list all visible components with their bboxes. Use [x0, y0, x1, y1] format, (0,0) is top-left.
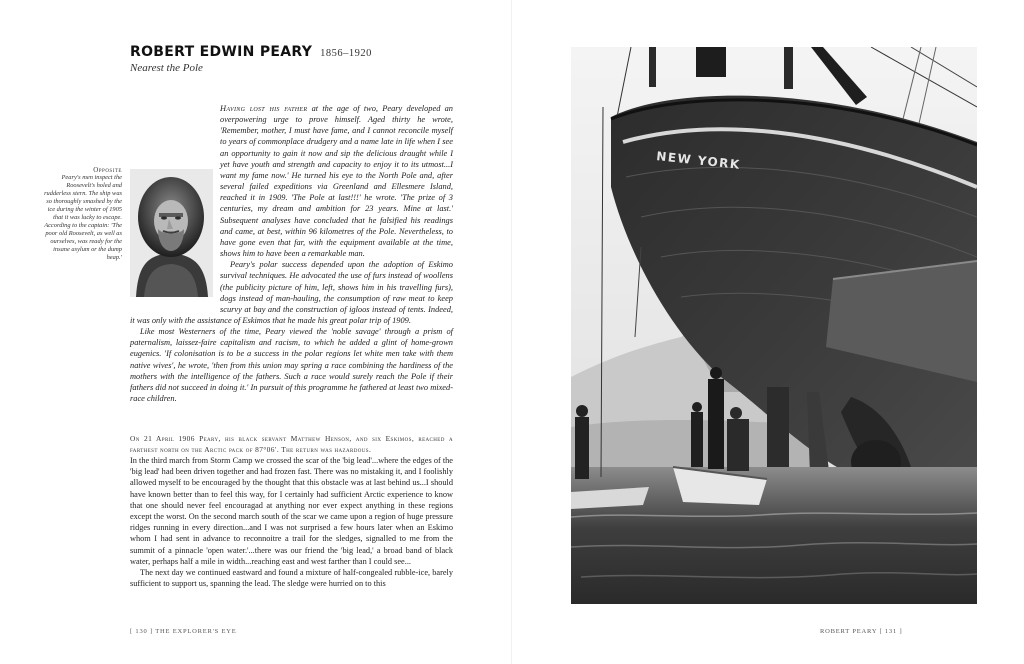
intro-text — [130, 103, 453, 404]
hull-lettering: NEW YORK — [655, 149, 742, 172]
intro-paragraph-1 — [130, 103, 453, 259]
caption-text: Peary's men inspect the Roosevelt's holed and rudderless stern. The ship was so thoroughly smashed by the ice during the winter of 1905 that it was lucky to escape. According to the captain: 'The poor old Roosevelt, as well as ourselves, was ready for the insane asylum or the dump heap.' — [44, 174, 122, 261]
photo-caption — [42, 166, 122, 262]
folio-right: ROBERT PEARY [ 131 ] — [820, 628, 903, 635]
excerpt-heading: On 21 April 1906 Peary, his black servant Matthew Henson, and six Eskimos, reached a farthest north on the Arctic pack of 87°06′. The return was hazardous. — [130, 434, 453, 454]
title-name: ROBERT EDWIN PEARY — [130, 44, 313, 60]
title-dates: 1856–1920 — [320, 48, 372, 59]
excerpt-paragraph-2: The next day we continued eastward and found a mixture of half-congealed rubble-ice, barely sufficient to support us, spanning the lead. The sledge were hurried on to this — [130, 568, 453, 589]
page-gutter — [511, 0, 512, 664]
excerpt-paragraph-1: In the third march from Storm Camp we crossed the scar of the 'big lead'...where the edges of the 'big lead' had been driven together and had frozen fast. There was no mistaking it, and I foolishly allowed myself to be encouraged by the thought that this obstacle was at last behind us...I should have known better than to feel this way, for I certainly had sufficient Arctic experience to know that one should never feel encouragad at anything nor ever expect anything in these regions except the worst. On the second march south of the scar we came upon a region of huge pressure ridges running in every direction...and I was not surprised a few hours later when an Eskimo whom I had sent in advance to reconnoitre a trail for the sledges, signalled to me from the summit of a pinnacle 'open water.'...there was our friend the 'big lead,' a broad band of black water, perhaps half a mile in width...reaching east and west farther than I could see... — [130, 456, 453, 566]
ship-stern-photo — [571, 47, 977, 604]
page-title — [130, 43, 372, 61]
intro-lead: Having lost his father — [220, 104, 308, 113]
caption-label: Opposite — [93, 166, 122, 174]
page-subtitle: Nearest the Pole — [130, 62, 203, 74]
intro-paragraph-2: Peary's polar success depended upon the adoption of Eskimo survival techniques. He advocated the use of furs instead of woollens (the publicity picture of him, left, shows him in his travelling furs), dogs instead of man-hauling, the consumption of raw meat to keep scurvy at bay and the construction of igloos instead of tents. Indeed, it was only with the assistance of Eskimos that he made his great polar trip of 1909. — [130, 260, 453, 325]
intro-paragraph-3: Like most Westerners of the time, Peary viewed the 'noble savage' through a prism of paternalism, laissez-faire capitalism and racism, to which he added a glint of home-grown eugenics. 'If colonisation is to be a success in the polar regions let white men take with them native wives', he wrote, 'then from this union may spring a race combining the hardiness of the mothers with the intelligence of the fathers. Such a race would surely reach the Pole if their fathers did not succeed in doing it.' In pursuit of this programme he fathered at least two mixed-race children. — [130, 327, 453, 404]
excerpt-body — [130, 455, 453, 589]
intro-p1-text: at the age of two, Peary developed an overpowering urge to prove himself. Aged thirty he wrote, 'Remember, mother, I must have fame, and I cannot reconcile myself to years of commonplace drudgery and a name late in life when I see an opportunity to gain it now and sip the delicious draught while I yet have youth and strength and capacity to enjoy it to its utmost...I want my fame now.' He turned his eye to the North Pole and, after several failed expeditions via Greenland and Ellesmere Island, reached it in 1909. 'The Pole at last!!!' he wrote. 'The prize of 3 centuries, my dream and ambition for 23 years. Mine at last.' Subsequent analyses have concluded that he falsified his readings and came, at best, within 96 kilometres of the Pole. Nevertheless, to have gone even that far, with the equipment available at the time, shows him to have been a remarkable man. — [220, 104, 453, 259]
folio-left: [ 130 ] THE EXPLORER'S EYE — [130, 628, 237, 635]
